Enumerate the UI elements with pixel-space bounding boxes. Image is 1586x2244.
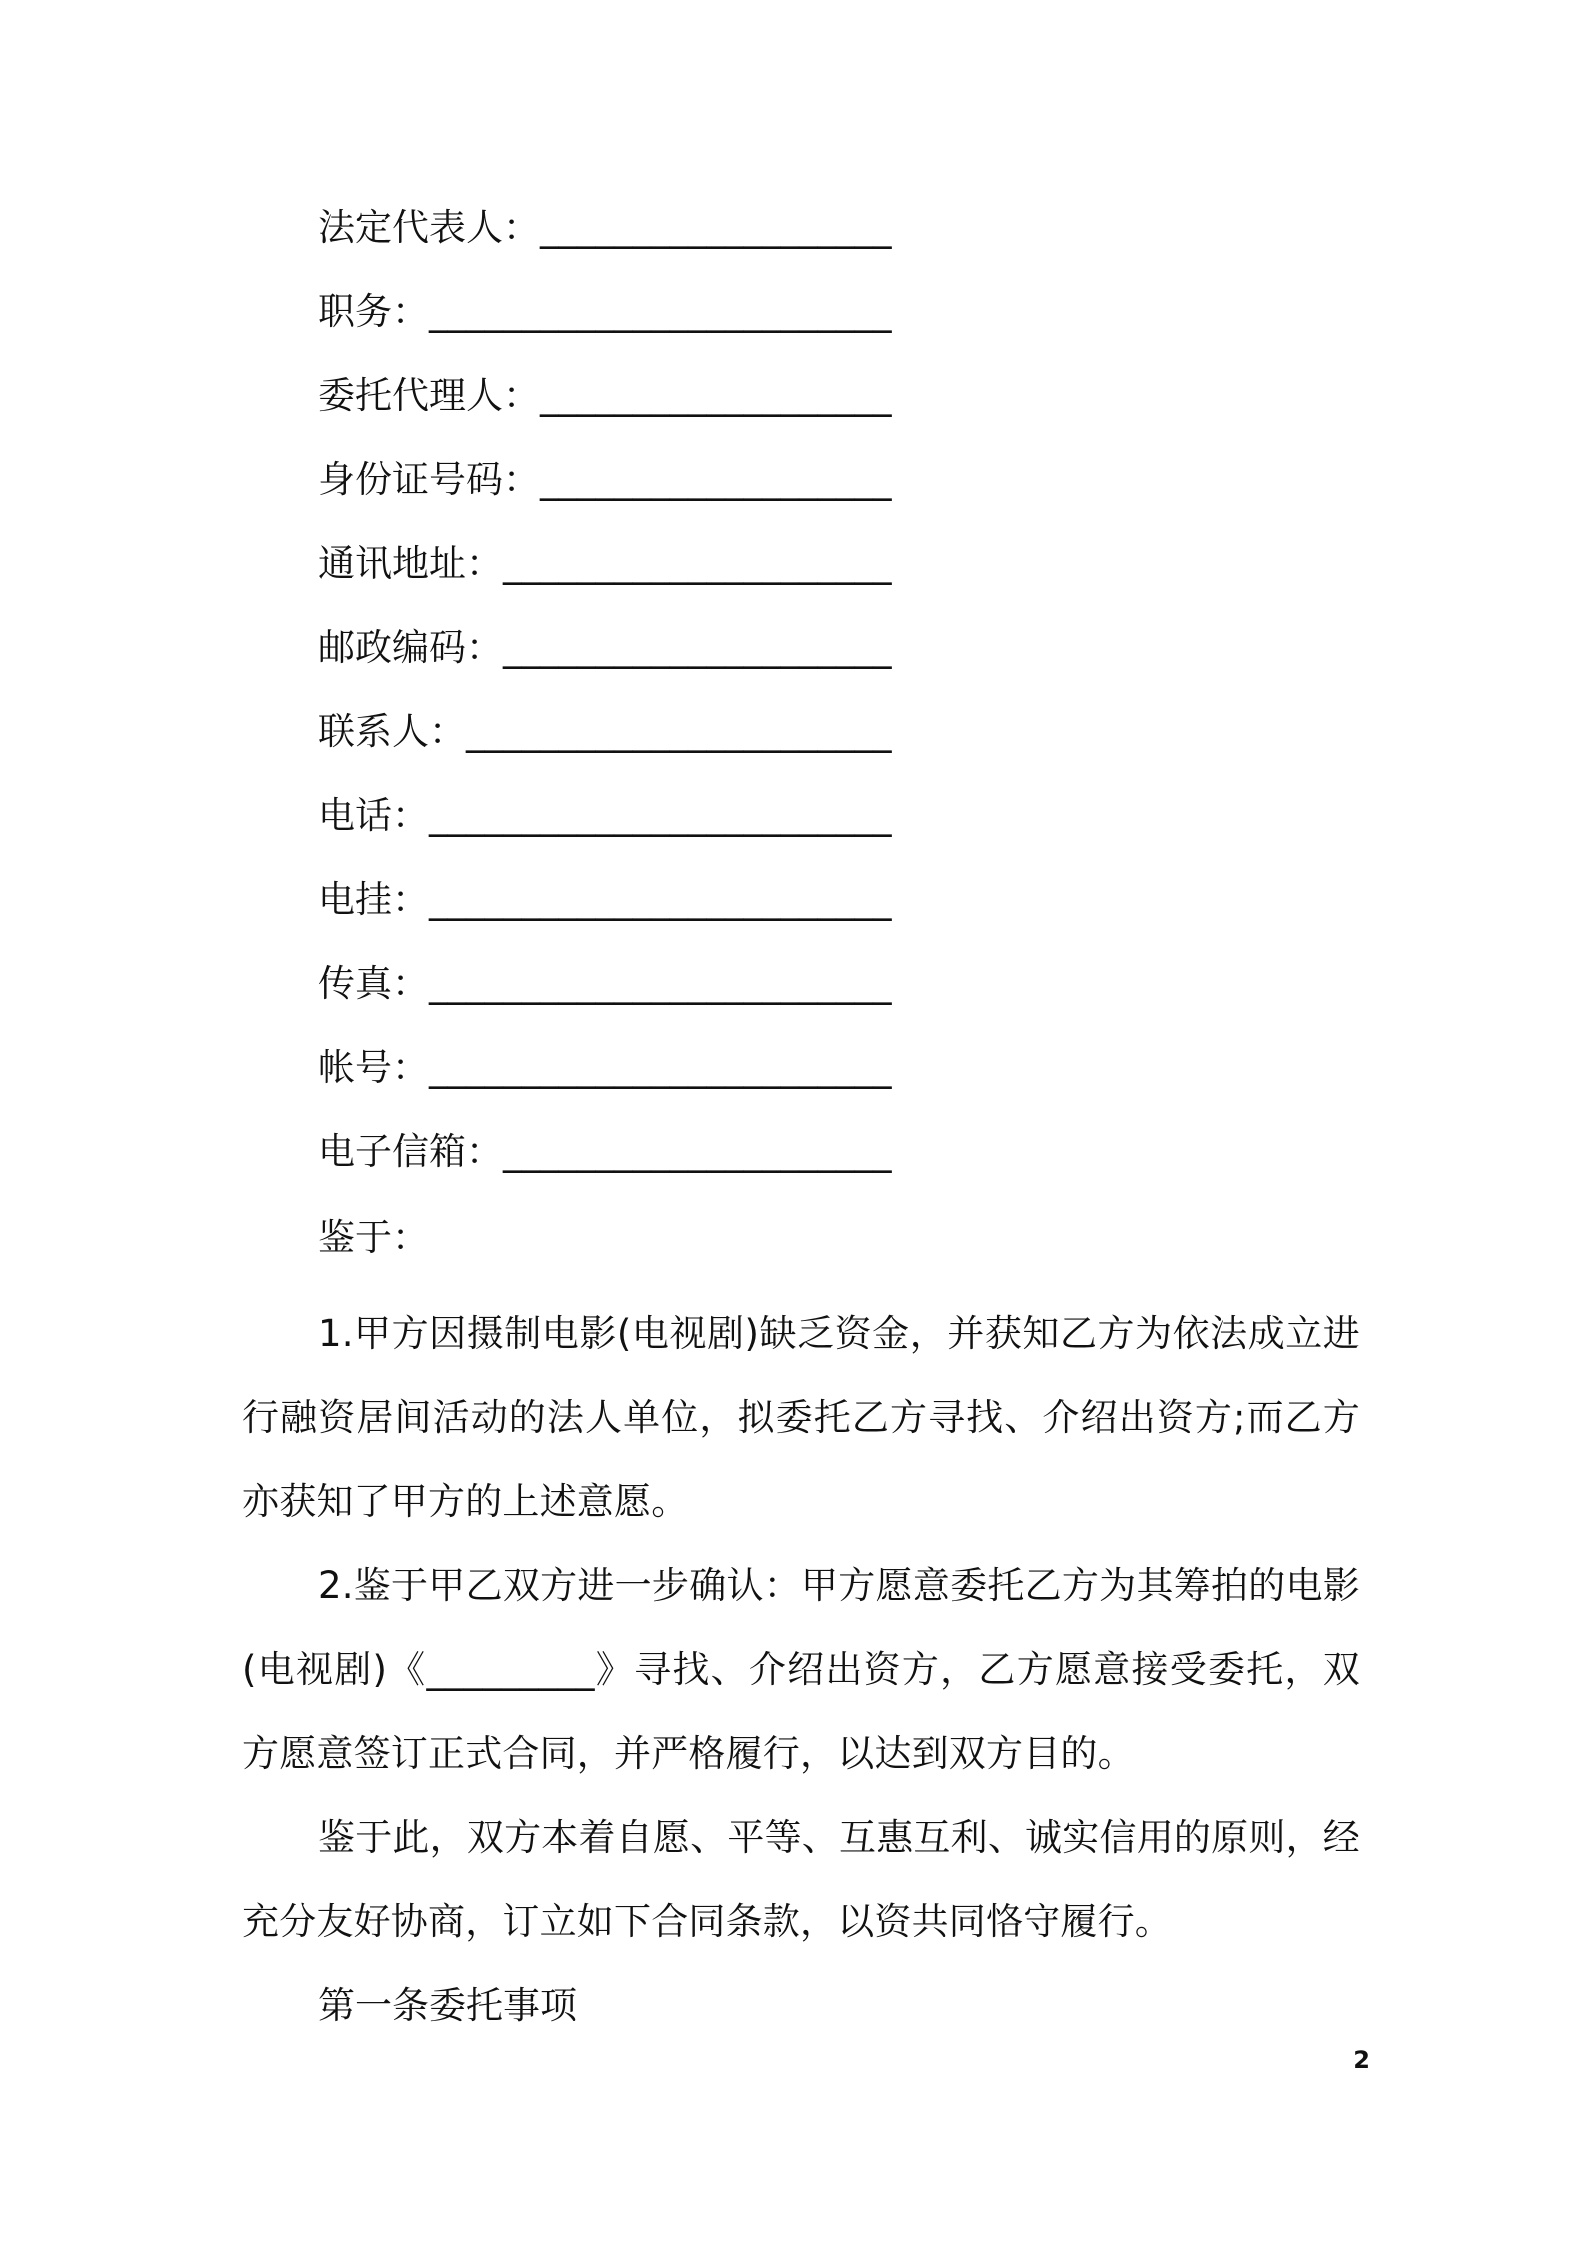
recital-paragraph-2: 2.鉴于甲乙双方进一步确认：甲方愿意委托乙方为其筹拍的电影(电视剧)《_________》寻找、介绍出资方，乙方愿意接受委托，双方愿意签订正式合同，并严格履行，以达到双方目的。 [242, 1564, 1360, 1775]
id-number-field: 身份证号码：___________________ [318, 458, 892, 501]
article-one-heading: 第一条委托事项 [318, 1984, 577, 2027]
postal-code-field: 邮政编码：_____________________ [318, 626, 892, 669]
telegraph-field: 电挂：_________________________ [318, 878, 892, 921]
legal-representative-field: 法定代表人：___________________ [318, 206, 892, 249]
fax-field: 传真：_________________________ [318, 962, 892, 1005]
party-info-fields [318, 198, 1078, 1206]
whereas-label: 鉴于： [318, 1216, 429, 1259]
position-field: 职务：_________________________ [318, 290, 892, 333]
recital-paragraph-3: 鉴于此，双方本着自愿、平等、互惠互利、诚实信用的原则，经充分友好协商，订立如下合同条款，以资共同恪守履行。 [242, 1816, 1360, 1943]
mailing-address-field: 通讯地址：_____________________ [318, 542, 892, 585]
telephone-field: 电话：_________________________ [318, 794, 892, 837]
account-number-field: 帐号：_________________________ [318, 1046, 892, 1089]
page-number: 2 [1353, 2046, 1370, 2074]
contact-person-field: 联系人：_______________________ [318, 710, 892, 753]
recital-paragraph-1: 1.甲方因摄制电影(电视剧)缺乏资金，并获知乙方为依法成立进行融资居间活动的法人单位，拟委托乙方寻找、介绍出资方;而乙方亦获知了甲方的上述意愿。 [242, 1312, 1360, 1523]
email-field: 电子信箱：_____________________ [318, 1130, 892, 1173]
contract-body [242, 1208, 1360, 2048]
authorized-agent-field: 委托代理人：___________________ [318, 374, 892, 417]
